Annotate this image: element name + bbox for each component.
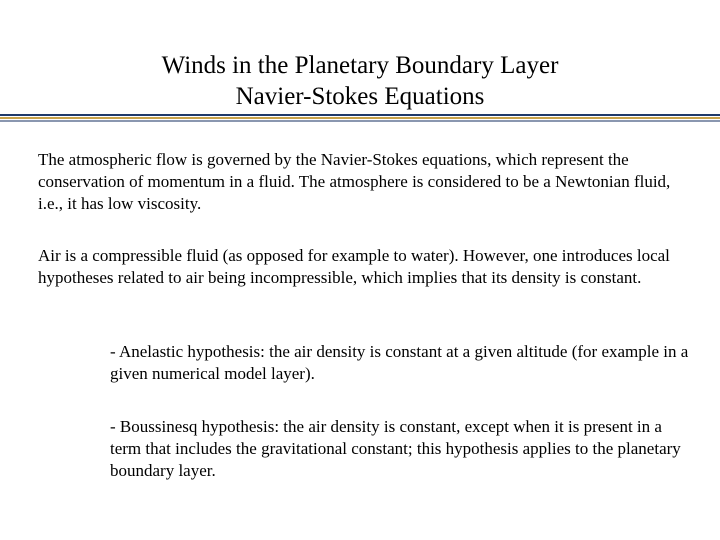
paragraph-anelastic-hypothesis: - Anelastic hypothesis: the air density is constant at a given altitude (for example in a given numerical model layer). (110, 342, 689, 383)
slide-title (0, 50, 720, 112)
title-line-2: Navier-Stokes Equations (235, 82, 485, 110)
paragraph-navier-stokes: The atmospheric flow is governed by the Navier-Stokes equations, which represent the conservation of momentum in a fluid. The atmosphere is considered to be a Newtonian fluid, i.e., it has low viscosity. (38, 150, 671, 213)
title-line-1: Winds in the Planetary Boundary Layer (161, 51, 559, 79)
paragraph-boussinesq-hypothesis: - Boussinesq hypothesis: the air density is constant, except when it is present in a term that includes the gravitational constant; this hypothesis applies to the planetary boundary layer. (110, 417, 681, 480)
divider-bar-dark (0, 114, 720, 116)
divider-bar-light (0, 120, 720, 122)
title-divider (0, 114, 720, 124)
paragraph-compressible-fluid: Air is a compressible fluid (as opposed for example to water). However, one introduces local hypotheses related to air being incompressible, which implies that its density is constant. (38, 246, 670, 287)
divider-bar-gold (0, 117, 720, 119)
